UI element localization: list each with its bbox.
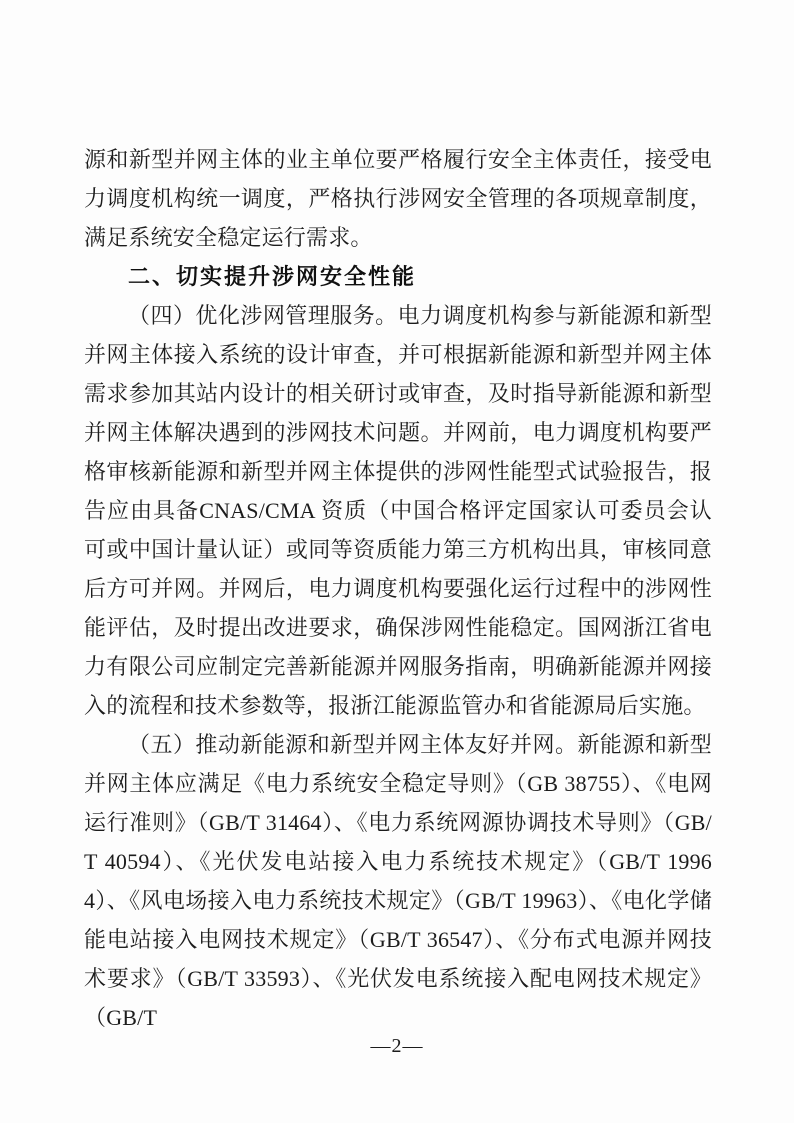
paragraph-item-four-text: 电力调度机构参与新能源和新型并网主体接入系统的设计审查，并可根据新能源和新型并网主体需求参加其站内设计的相关研讨或审查，及时指导新能源和新型并网主体解决遇到的涉网技术问题。并网前，电力调度机构要严格审核新能源和新型并网主体提供的涉网性能型式试验报告，报告应由具备CNAS/CMA 资质（中国合格评定国家认可委员会认可或中国计量认证）或同等资质能力第三方机构出具，审核同意后方可并网。并网后，电力调度机构要强化运行过程中的涉网性能评估，及时提出改进要求，确保涉网性能稳定。国网浙江省电力有限公司应制定完善新能源并网服务指南，明确新能源并网接入的流程和技术参数等，报浙江能源监管办和省能源局后实施。 [84, 303, 712, 718]
section-heading: 二、切实提升涉网安全性能 [128, 264, 417, 289]
paragraph-item-four [84, 296, 712, 725]
page-number: —2— [370, 1035, 424, 1057]
paragraph-item-five-text: 新能源和新型并网主体应满足《电力系统安全稳定导则》（GB 38755）、《电网运行准则》（GB/T 31464）、《电力系统网源协调技术导则》（GB/T 40594）、《光伏发电站接入电力系统技术规定》（GB/T 19964）、《风电场接入电力系统技术规定》（GB/T 19963）、《电化学储能电站接入电网技术规定》（GB/T 36547）、《分布式电源并网技术要求》（GB/T 33593）、《光伏发电系统接入配电网技术规定》（GB/T [84, 732, 712, 1030]
document-body [84, 140, 712, 1037]
paragraph-item-five [84, 725, 712, 1037]
paragraph-item-five-lead: （五）推动新能源和新型并网主体友好并网。 [128, 732, 578, 757]
paragraph-item-four-lead: （四）优化涉网管理服务。 [128, 303, 398, 328]
paragraph-continued: 源和新型并网主体的业主单位要严格履行安全主体责任，接受电力调度机构统一调度，严格执行涉网安全管理的各项规章制度，满足系统安全稳定运行需求。 [84, 147, 712, 250]
